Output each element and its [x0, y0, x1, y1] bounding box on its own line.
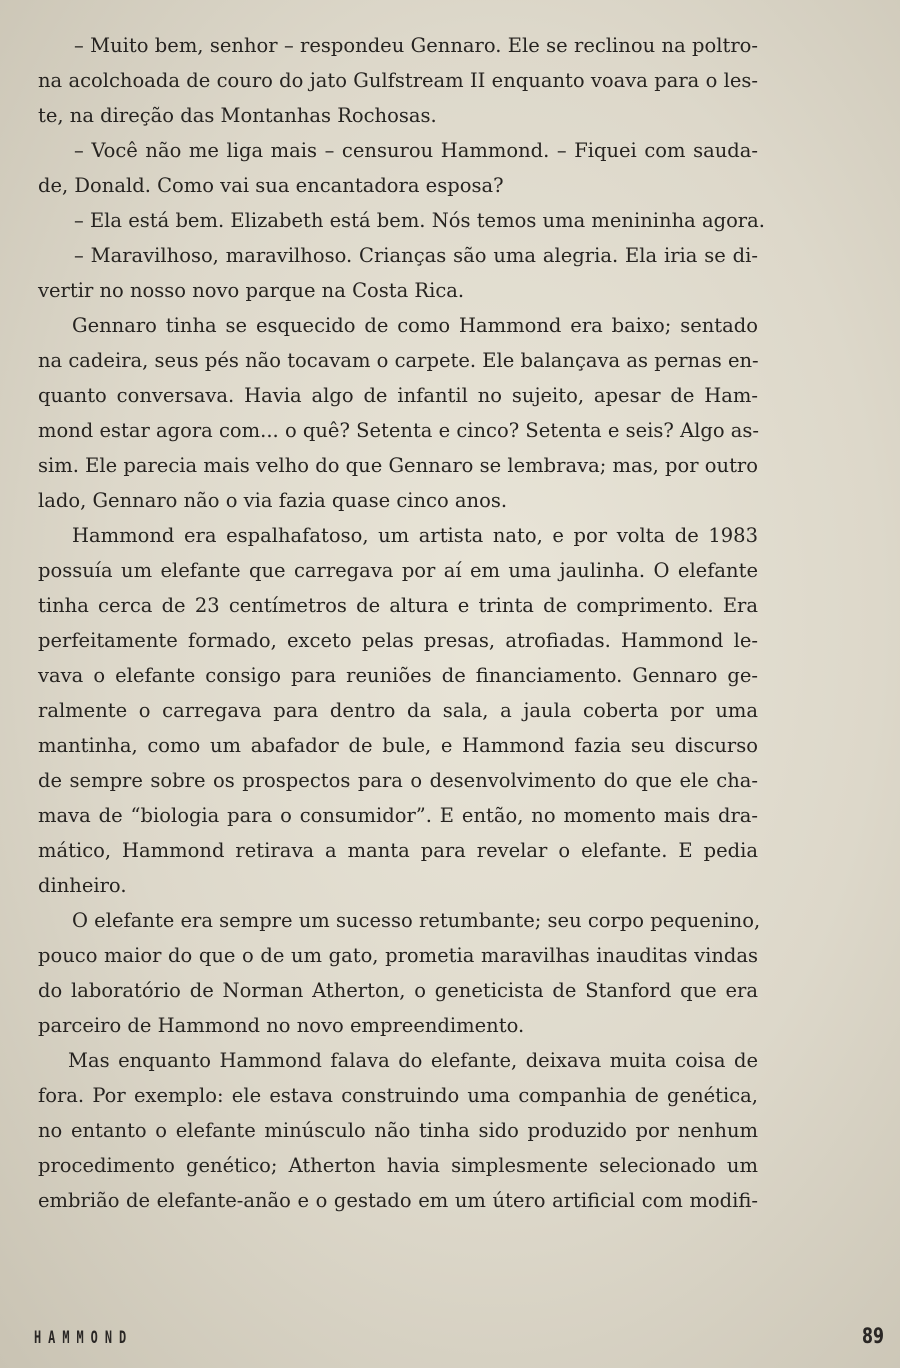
- text-line: vava o elefante consigo para reuniões de financiamento. Gennaro ge-: [38, 664, 758, 687]
- text-line: mático, Hammond retirava a manta para revelar o elefante. E pedia: [38, 839, 758, 862]
- text-line: quanto conversava. Havia algo de infantil no sujeito, apesar de Ham-: [38, 384, 758, 407]
- running-title: HAMMOND: [34, 1328, 134, 1348]
- text-line: parceiro de Hammond no novo empreendimento.: [38, 1014, 525, 1037]
- text-line: lado, Gennaro não o via fazia quase cinco anos.: [38, 489, 508, 512]
- text-line: pouco maior do que o de um gato, prometia maravilhas inauditas vindas: [38, 944, 758, 967]
- paragraph: [38, 133, 758, 203]
- text-line: sim. Ele parecia mais velho do que Gennaro se lembrava; mas, por outro: [38, 454, 758, 477]
- text-line: O elefante era sempre um sucesso retumbante; seu corpo pequenino,: [72, 909, 761, 932]
- text-line: de sempre sobre os prospectos para o desenvolvimento do que ele cha-: [38, 769, 758, 792]
- text-line: possuía um elefante que carregava por aí em uma jaulinha. O elefante: [38, 559, 758, 582]
- text-line: Gennaro tinha se esquecido de como Hammond era baixo; sentado: [72, 314, 758, 337]
- paragraph: [38, 903, 761, 1043]
- text-line: no entanto o elefante minúsculo não tinha sido produzido por nenhum: [38, 1119, 758, 1142]
- text-line: Mas enquanto Hammond falava do elefante, deixava muita coisa de: [68, 1049, 758, 1072]
- text-line: – Você não me liga mais – censurou Hammond. – Fiquei com sauda-: [74, 139, 758, 162]
- text-line: te, na direção das Montanhas Rochosas.: [38, 104, 437, 127]
- text-line: mond estar agora com... o quê? Setenta e cinco? Setenta e seis? Algo as-: [38, 419, 760, 442]
- text-line: do laboratório de Norman Atherton, o geneticista de Stanford que era: [38, 979, 758, 1002]
- text-line: dinheiro.: [38, 874, 127, 897]
- text-line: – Ela está bem. Elizabeth está bem. Nós temos uma menininha agora.: [74, 209, 765, 232]
- text-line: mantinha, como um abafador de bule, e Hammond fazia seu discurso: [38, 734, 758, 757]
- paragraph: [38, 28, 758, 133]
- text-line: – Muito bem, senhor – respondeu Gennaro. Ele se reclinou na poltro-: [74, 34, 758, 57]
- text-line: – Maravilhoso, maravilhoso. Crianças são uma alegria. Ela iria se di-: [74, 244, 758, 267]
- page-number: 89: [862, 1324, 884, 1348]
- text-line: na cadeira, seus pés não tocavam o carpete. Ele balançava as pernas en-: [38, 349, 759, 372]
- text-line: ralmente o carregava para dentro da sala, a jaula coberta por uma: [38, 699, 758, 722]
- text-line: perfeitamente formado, exceto pelas presas, atrofiadas. Hammond le-: [38, 629, 758, 652]
- paragraph: [38, 238, 758, 308]
- paragraph: [38, 203, 765, 238]
- text-line: na acolchoada de couro do jato Gulfstream II enquanto voava para o les-: [38, 69, 758, 92]
- body-text: [38, 28, 765, 1218]
- text-line: tinha cerca de 23 centímetros de altura e trinta de comprimento. Era: [38, 594, 758, 617]
- text-line: mava de “biologia para o consumidor”. E então, no momento mais dra-: [38, 804, 758, 827]
- text-line: Hammond era espalhafatoso, um artista nato, e por volta de 1983: [72, 524, 758, 547]
- text-line: fora. Por exemplo: ele estava construindo uma companhia de genética,: [38, 1084, 758, 1107]
- paragraph: [38, 518, 758, 903]
- text-line: vertir no nosso novo parque na Costa Rica.: [38, 279, 465, 302]
- paragraph: [38, 308, 758, 518]
- text-line: embrião de elefante-anão e o gestado em um útero artificial com modifi-: [38, 1189, 758, 1212]
- text-line: de, Donald. Como vai sua encantadora esposa?: [38, 174, 504, 197]
- text-line: procedimento genético; Atherton havia simplesmente selecionado um: [38, 1154, 758, 1177]
- paragraph: [38, 1043, 758, 1218]
